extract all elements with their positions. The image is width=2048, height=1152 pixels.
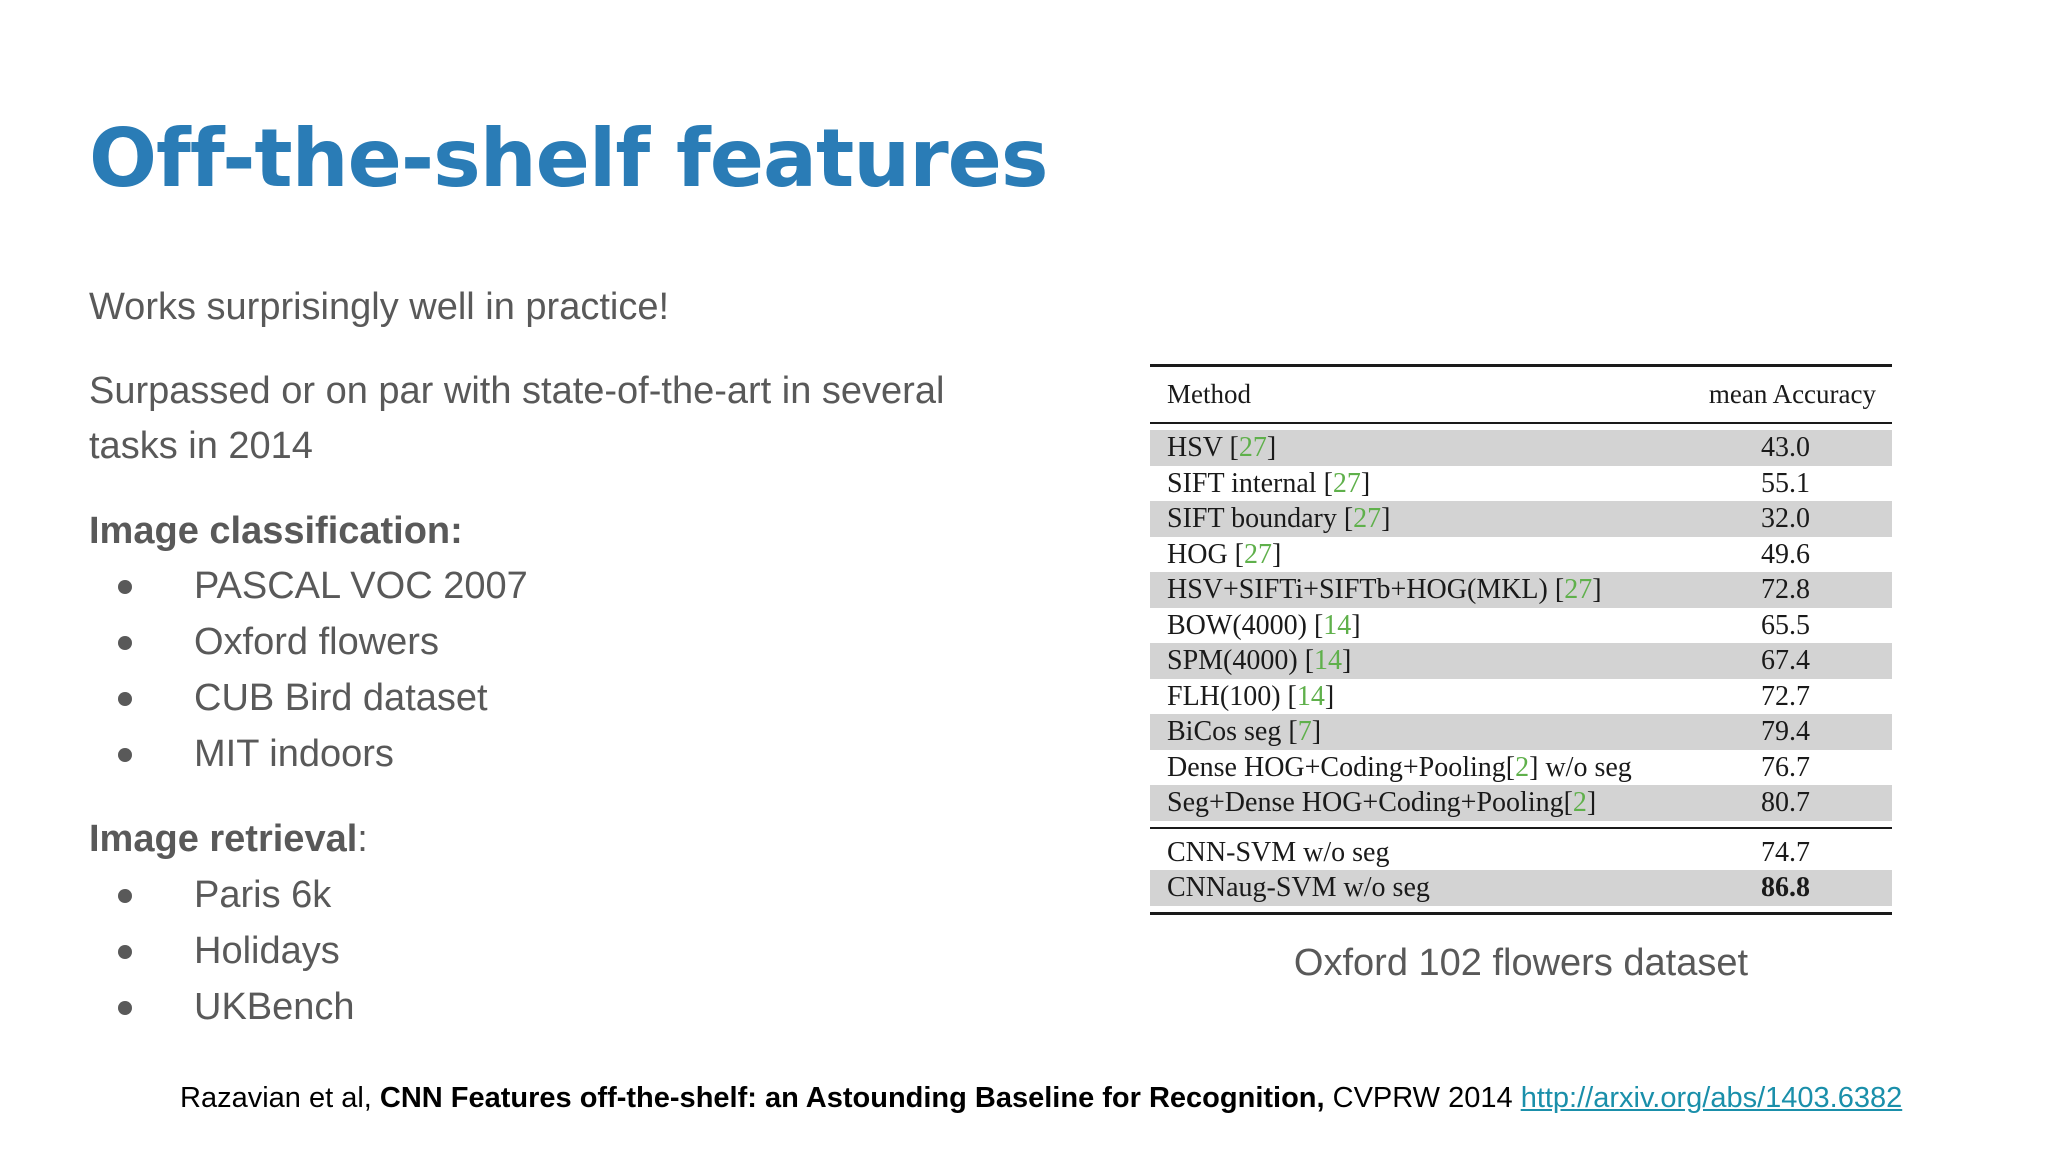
retrieval-heading: Image retrieval: (89, 818, 368, 860)
bullet-icon (118, 748, 132, 762)
accuracy-cell: 32.0 (1761, 503, 1810, 534)
citation-ref: 27 (1353, 503, 1382, 534)
accuracy-cell: 76.7 (1761, 751, 1810, 783)
method-cell: SIFT boundary [27] (1167, 503, 1391, 534)
table-row (1150, 714, 1892, 750)
table-row (1150, 679, 1892, 715)
citation-ref: 27 (1244, 538, 1272, 570)
table-row (1150, 870, 1892, 906)
header-method: Method (1167, 379, 1251, 409)
header-accuracy: mean Accuracy (1708, 379, 1876, 409)
bullet-icon (118, 1001, 132, 1015)
method-cell: SPM(4000) [14] (1167, 645, 1352, 676)
method-cell: HSV [27] (1167, 432, 1277, 463)
bullet-icon (118, 580, 132, 594)
intro-text: Works surprisingly well in practice! (89, 286, 670, 328)
method-cell: BiCos seg [7] (1167, 716, 1322, 747)
citation-ref: 2 (1515, 751, 1530, 783)
method-cell: SIFT internal [27] (1167, 467, 1371, 499)
bullet-icon (118, 636, 132, 650)
accuracy-cell: 79.4 (1761, 716, 1810, 747)
citation-ref: 2 (1572, 787, 1587, 818)
method-cell: HSV+SIFTi+SIFTb+HOG(MKL) [27] (1167, 574, 1602, 605)
table-row (1150, 835, 1892, 871)
table-row (1150, 466, 1892, 502)
accuracy-table (1150, 364, 1892, 915)
bullet-icon (118, 945, 132, 959)
accuracy-cell: 86.8 (1761, 872, 1810, 903)
citation-ref: 14 (1323, 609, 1352, 641)
table-row (1150, 572, 1892, 608)
citation-ref: 14 (1296, 680, 1325, 712)
citation-authors: Razavian et al, (180, 1082, 380, 1114)
citation-title: CNN Features off-the-shelf: an Astounding Baseline for Recognition, (379, 1082, 1325, 1114)
method-cell: CNN-SVM w/o seg (1167, 836, 1390, 868)
paragraph-line-2: tasks in 2014 (89, 425, 313, 467)
citation (180, 1082, 1902, 1115)
bullet-icon (118, 889, 132, 903)
table-row (1150, 750, 1892, 786)
table-caption: Oxford 102 flowers dataset (1293, 942, 1749, 984)
accuracy-cell: 67.4 (1761, 645, 1810, 676)
method-cell: BOW(4000) [14] (1167, 609, 1361, 641)
accuracy-cell: 72.7 (1761, 680, 1810, 712)
accuracy-cell: 72.8 (1761, 574, 1810, 605)
classification-heading: Image classification: (89, 510, 463, 552)
table-row (1150, 608, 1892, 644)
table-body (1150, 430, 1892, 821)
method-cell: Seg+Dense HOG+Coding+Pooling[2] (1167, 787, 1597, 818)
citation-ref: 14 (1314, 645, 1343, 676)
accuracy-cell: 55.1 (1761, 467, 1810, 499)
citation-ref: 27 (1238, 432, 1267, 463)
citation-ref: 27 (1332, 467, 1361, 499)
citation-ref: 7 (1297, 716, 1312, 747)
paragraph-line-1: Surpassed or on par with state-of-the-art in several (89, 370, 945, 412)
accuracy-cell: 80.7 (1761, 787, 1810, 818)
table-row (1150, 785, 1892, 821)
citation-link[interactable]: http://arxiv.org/abs/1403.6382 (1520, 1082, 1903, 1114)
table-row (1150, 501, 1892, 537)
table-bottom-rule (1150, 912, 1892, 915)
citation-venue: CVPRW 2014 (1324, 1082, 1521, 1114)
accuracy-cell: 43.0 (1761, 432, 1810, 463)
accuracy-cell: 65.5 (1761, 609, 1810, 641)
slide-title: Off-the-shelf features (89, 112, 1048, 205)
table-header (1150, 367, 1892, 422)
bullet-icon (118, 692, 132, 706)
citation-ref: 27 (1564, 574, 1593, 605)
method-cell: FLH(100) [14] (1167, 680, 1335, 712)
table-row (1150, 430, 1892, 466)
method-cell: Dense HOG+Coding+Pooling[2] w/o seg (1167, 751, 1632, 783)
accuracy-cell: 49.6 (1761, 538, 1810, 570)
slide: Off-the-shelf features Works surprisingly well in practice! Surpassed or on par with state-of-the-art in several tasks in 2014 Image classification: PASCAL VOC 2007 Oxford flowers CUB Bird dataset MIT indoors Image retrieval: Paris 6k Holidays UKBench Method mean Accuracy HSV [27] 43.0 SIFT internal [27] 55.1 SIFT boundary [27] 32.0 HOG [27] 49.6 HSV+SIFTi+SIFTb+HOG(MKL) [27] 72.8 BOW(4000) [14] 65.5 SPM(4000) [14] 67.4 FLH(100) [14] 72.7 BiCos seg [7] 79.4 Dense HOG+Coding+Pooling[2] w/o seg 76.7 Seg+Dense HOG+Coding+Pooling[2] 80.7 CNN-SVM w/o seg 74.7 CNNaug-SVM w/o seg 86.8 Oxford 102 flowers dataset Razavian et al, CNN Features off-the-shelf: an Astounding Baseline for Recognition, CVPRW 2014 http://arxiv.org/abs/1403.6382 (0, 0, 2048, 1152)
table-row (1150, 537, 1892, 573)
table-row (1150, 643, 1892, 679)
method-cell: HOG [27] (1167, 538, 1282, 570)
method-cell: CNNaug-SVM w/o seg (1167, 872, 1430, 903)
accuracy-cell: 74.7 (1761, 836, 1810, 868)
